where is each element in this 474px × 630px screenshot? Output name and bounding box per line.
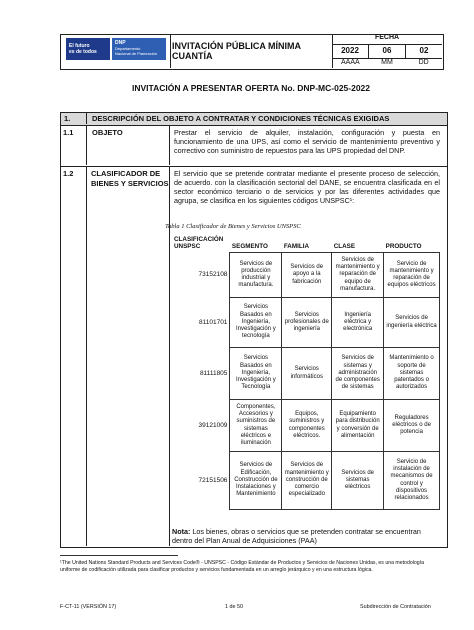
row-1-1-num: 1.1 — [63, 128, 74, 137]
fecha-day: 02 — [419, 46, 429, 55]
cell-clase: Ingeniería eléctrica y electrónica — [332, 298, 384, 348]
row-1-2-num: 1.2 — [63, 169, 74, 178]
cell-code: 81101701 — [198, 318, 228, 326]
row-1-2-label-line1: CLASIFICADOR DE — [91, 169, 161, 178]
footnote-divider — [60, 555, 178, 556]
cell-segmento: Servicios Basados en Ingeniería, Investigación y Tecnología — [230, 348, 282, 400]
table-row — [172, 400, 440, 452]
cell-producto: Mantenimiento o soporte de sistemas patentados o autorizados — [384, 348, 440, 400]
fecha-unit-day: DD — [418, 59, 429, 66]
logo-right-line1: DNP — [115, 40, 126, 46]
table-row — [172, 298, 440, 348]
nota-label: Nota: — [172, 527, 191, 536]
logo-left-line1: El futuro — [69, 43, 90, 49]
header-title: INVITACIÓN PÚBLICA MÍNIMA CUANTÍA — [172, 34, 333, 68]
cell-code: 81111805 — [199, 369, 228, 377]
col-header-clase: CLASE — [333, 243, 356, 250]
col-header-segmento: SEGMENTO — [231, 243, 268, 250]
cell-code: 72151506 — [198, 476, 228, 484]
fecha-unit-year: AAAA — [340, 59, 360, 66]
section-1-num: 1. — [64, 114, 71, 123]
government-logo — [66, 38, 110, 60]
col-header-familia: FAMILIA — [283, 243, 309, 250]
cell-segmento: Servicios de Edificación, Construcción de Instalaciones y Mantenimiento — [230, 452, 282, 510]
fecha-year: 2022 — [332, 44, 369, 58]
invitation-title: INVITACIÓN A PRESENTAR OFERTA No. DNP-MC-025-2022 — [131, 83, 371, 93]
logo-right-line2: Departamento — [115, 46, 141, 51]
unspsc-table — [172, 234, 440, 510]
row-1-1-label: OBJETO — [92, 128, 123, 137]
cell-segmento: Servicios de producción industrial y manufactura. — [230, 253, 282, 298]
cell-clase: Servicios de mantenimiento y reparación de equipo de manufactura. — [332, 253, 384, 298]
row-1-1-text: Prestar el servicio de alquiler, instalación, configuración y puesta en funcionamiento de una UPS, así como el servicio de mantenimiento preventivo y correctivo con suministro de repuestos para las UPS propiedad del DNP. — [174, 128, 440, 155]
fecha-month: 06 — [369, 44, 406, 58]
cell-familia: Servicios informáticos — [282, 348, 332, 400]
cell-producto: Servicio de mantenimiento y reparación de equipos eléctricos — [384, 253, 440, 298]
table-header-row — [172, 234, 440, 253]
footer-department: Subdirección de Contratación — [360, 604, 431, 610]
cell-producto: Reguladores eléctricos o de potencia — [384, 400, 440, 452]
nota-text: Los bienes, obras o servicios que se pretenden contratar se encuentran dentro del Plan Anual de Adquisiciones (PAA) — [172, 527, 421, 545]
col-header-producto: PRODUCTO — [385, 243, 422, 250]
dnp-logo — [112, 38, 166, 60]
cell-code: 39121009 — [198, 421, 228, 429]
fecha-unit-month: MM — [381, 59, 393, 66]
cell-familia: Servicios de apoyo a la fabricación — [282, 253, 332, 298]
cell-segmento: Servicios Basados en Ingeniería, Investigación y tecnología — [230, 298, 282, 348]
table-row — [172, 253, 440, 298]
table-row — [172, 452, 440, 510]
cell-producto: Servicios de ingeniería eléctrica — [384, 298, 440, 348]
cell-segmento: Componentes, Accesorios y suministros de sistemas eléctricos e iluminación — [230, 400, 282, 452]
row-1-2-label — [91, 169, 169, 189]
cell-clase: Servicios de sistemas eléctricos — [332, 452, 384, 510]
footer-form-code: F-CT-11 (VERSIÓN 17) — [60, 604, 117, 610]
table-row — [172, 348, 440, 400]
nota — [172, 527, 442, 545]
cell-code: 73152108 — [198, 271, 228, 279]
row-1-2-label-line2: BIENES Y SERVICIOS — [91, 179, 169, 188]
logo-left-line2: es de todos — [69, 49, 97, 55]
section-1-title: DESCRIPCIÓN DEL OBJETO A CONTRATAR Y CONDICIONES TÉCNICAS EXIGIDAS — [92, 114, 390, 123]
row-1-2-text: El servicio que se pretende contratar mediante el presente proceso de selección, de acuerdo. con la clasificación sectorial del DANE, se encuentra clasificada en el sector económico terciario o de servicios y por las diferentes actividades que agrupa, se clasifica en los siguientes códigos UNSPSC¹: — [174, 169, 440, 205]
footnote: ¹The United Nations Standard Products and Services Code® - UNSPSC - Código Estándar de Productos y Servicios de Naciones Unidas, es una metodología uniforme de codificación utilizada para clasificar productos y servicios fundamentada en un arreglo jerárquico y en una estructura lógica. — [60, 560, 424, 573]
cell-producto: Servicio de instalación de mecanismos de control y dispositivos relacionados — [384, 452, 440, 510]
fecha-label: FECHA — [332, 34, 442, 45]
col-header-clasificacion: CLASIFICACIÓN UNSPSC — [174, 236, 224, 250]
cell-familia: Servicios de mantenimiento y construcción de comercio especializado — [282, 452, 332, 510]
logo-right-line3: Nacional de Planeación — [115, 51, 158, 56]
table-caption: Tabla 1 Clasificador de Bienes y Servicios UNSPSC — [165, 223, 301, 230]
cell-clase: Equipamiento para distribución y conversión de alimentación — [332, 400, 384, 452]
row-1-2-label-cell — [87, 166, 170, 546]
cell-clase: Servicios de sistemas y administración de componentes de sistemas — [332, 348, 384, 400]
footer-page-number: 1 de 50 — [225, 604, 243, 610]
cell-familia: Equipos, suministros y componentes eléctricos. — [282, 400, 332, 452]
cell-familia: Servicios profesionales de ingeniería — [282, 298, 332, 348]
fecha-box — [332, 34, 442, 68]
row-1-2-num-cell — [60, 166, 87, 546]
